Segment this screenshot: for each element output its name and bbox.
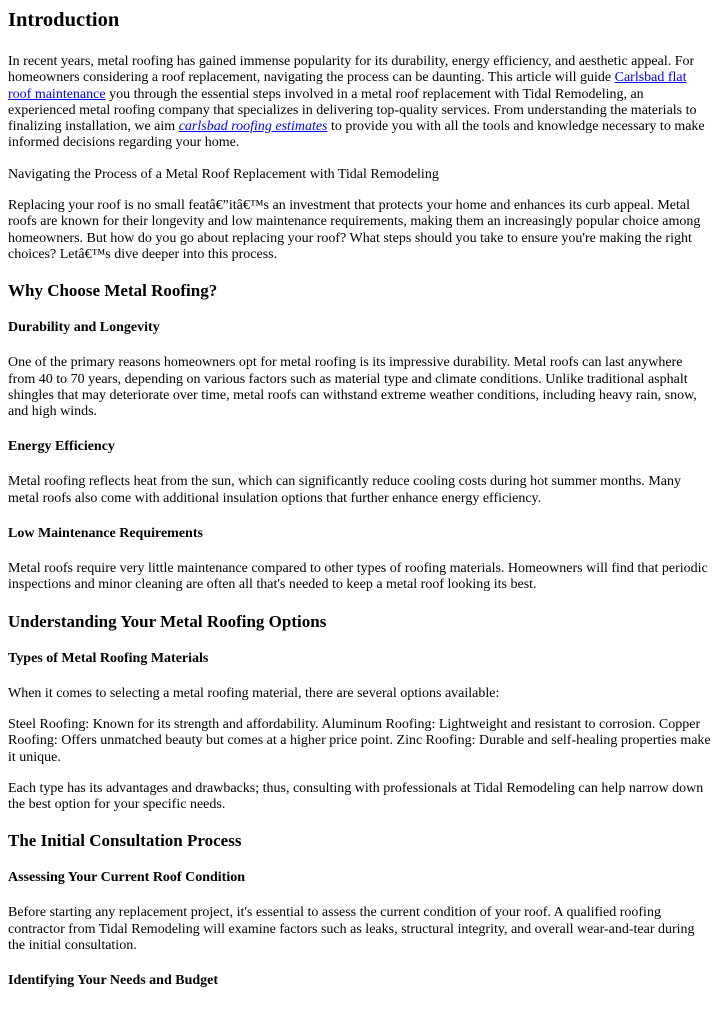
- heading-energy: Energy Efficiency: [8, 439, 115, 455]
- assess-paragraph: Before starting any replacement project, it's essential to assess the current condition of your roof. A qualified roofing contractor from Tidal Remodeling will examine factors such as leaks, structural integrity, and overall wear-and-tear during the initial consultation.: [8, 905, 695, 954]
- subtitle-text: Navigating the Process of a Metal Roof Replacement with Tidal Remodeling: [8, 166, 439, 182]
- intro-paragraph: [8, 54, 712, 152]
- link-carlsbad-flat-roof-maintenance[interactable]: Carlsbad flat roof maintenance: [8, 70, 687, 102]
- heading-consultation: The Initial Consultation Process: [8, 831, 242, 851]
- low-maintenance-paragraph: Metal roofs require very little maintenance compared to other types of roofing materials. Homeowners will find that periodic inspections and minor cleaning are often all that's needed to keep a metal roof looking its best.: [8, 561, 708, 593]
- intro-text-1: In recent years, metal roofing has gained immense popularity for its durability, energy efficiency, and aesthetic appeal. For homeowners considering a roof replacement, navigating the process can be daunting. This article will guide: [8, 54, 695, 86]
- heading-assess: Assessing Your Current Roof Condition: [8, 870, 245, 886]
- types-end-paragraph: Each type has its advantages and drawbacks; thus, consulting with professionals at Tidal Remodeling can help narrow down the best option for your specific needs.: [8, 780, 704, 813]
- heading-low-maintenance: Low Maintenance Requirements: [8, 526, 203, 542]
- heading-needs-budget: Identifying Your Needs and Budget: [8, 973, 219, 989]
- link-carlsbad-roofing-estimates[interactable]: carlsbad roofing estimates: [178, 119, 328, 135]
- intro-text-3: to provide you with all the tools and knowledge necessary to make informed decisions regarding your home.: [8, 119, 705, 151]
- intro-text-2: you through the essential steps involved in a metal roof replacement with Tidal Remodeling, an experienced metal roofing company that specializes in delivering top-quality services. From understanding the materials to finalizing installation, we aim: [8, 86, 697, 135]
- replace-paragraph: Replacing your roof is no small featâ€”itâ€™s an investment that protects your home and enhances its curb appeal. Metal roofs are known for their longevity and low maintenance requirements, making them an increasingly popular choice among homeowners. But how do you go about replacing your roof? What steps should you take to ensure you're making the right choices? Letâ€™s dive deeper into this process.: [8, 198, 701, 262]
- heading-options: Understanding Your Metal Roofing Options: [8, 611, 327, 631]
- types-list-paragraph: Steel Roofing: Known for its strength and affordability. Aluminum Roofing: Lightweight and resistant to corrosion. Copper Roofing: Offers unmatched beauty but comes at a higher price point. Zinc Roofing: Durable and self-healing properties make it unique.: [8, 716, 711, 765]
- energy-paragraph: Metal roofing reflects heat from the sun, which can significantly reduce cooling costs during hot summer months. Many metal roofs also come with additional insulation options that further enhance energy efficiency.: [8, 474, 682, 506]
- page-title: Introduction: [8, 9, 120, 31]
- heading-types: Types of Metal Roofing Materials: [8, 650, 209, 666]
- heading-why-choose: Why Choose Metal Roofing?: [8, 281, 218, 301]
- durability-paragraph: One of the primary reasons homeowners opt for metal roofing is its impressive durability. Metal roofs can last anywhere from 40 to 70 years, depending on various factors such as material type and climate conditions. Unlike traditional asphalt shingles that may deteriorate over time, metal roofs can withstand extreme weather conditions, including heavy rain, snow, and high winds.: [8, 355, 697, 420]
- types-intro-paragraph: When it comes to selecting a metal roofing material, there are several options available:: [8, 685, 500, 701]
- heading-durability: Durability and Longevity: [8, 320, 160, 336]
